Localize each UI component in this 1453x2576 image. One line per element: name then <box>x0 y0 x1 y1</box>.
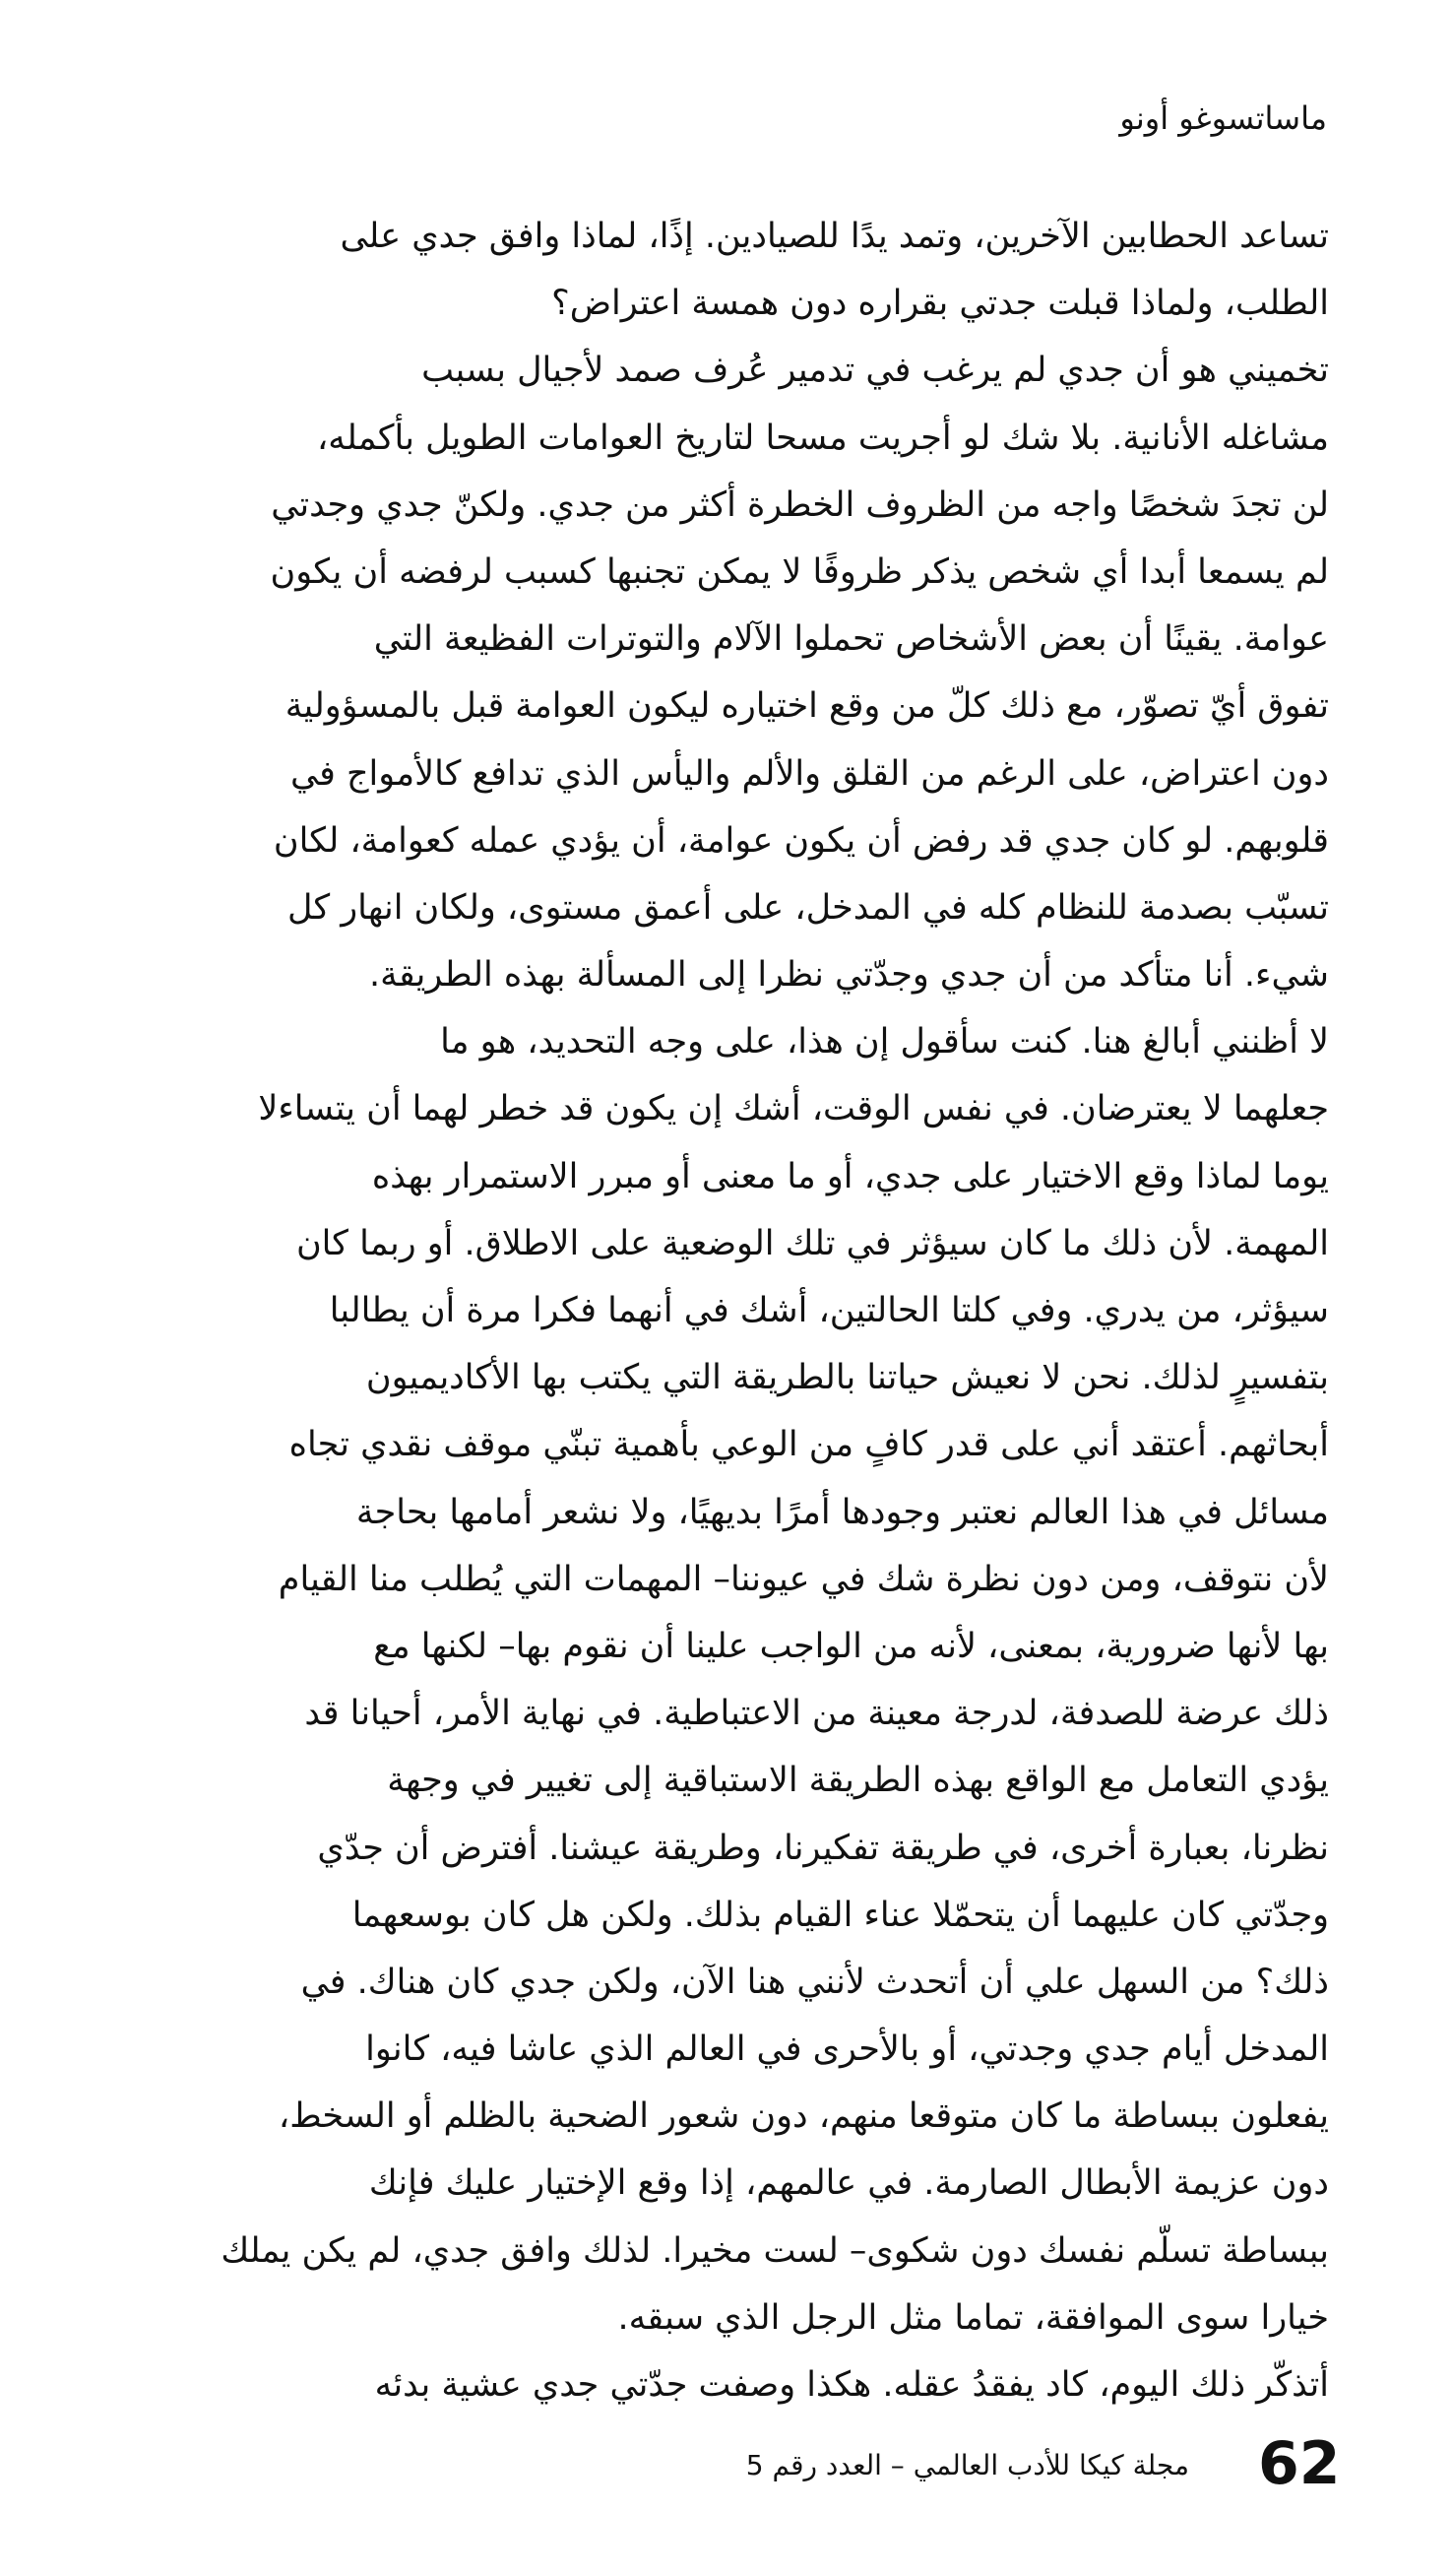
text-line: لا أظنني أبالغ هنا. كنت سأقول إن هذا، على وجه التحديد، هو ما <box>440 1022 1329 1063</box>
text-line: تخميني هو أن جدي لم يرغب في تدمير عُرف صمد لأجيال بسبب <box>421 351 1329 391</box>
page-footer <box>0 2424 1453 2503</box>
text-line: ذلك عرضة للصدفة، لدرجة معينة من الاعتباطية. في نهاية الأمر، أحيانا قد <box>304 1694 1329 1734</box>
text-line: لن تجدَ شخصًا واجه من الظروف الخطرة أكثر من جدي. ولكنّ جدي وجدتي <box>271 484 1329 525</box>
text-line: ذلك؟ من السهل علي أن أتحدث لأنني هنا الآن، ولكن جدي كان هناك. في <box>300 1962 1329 2002</box>
text-line: وجدّتي كان عليهما أن يتحمّلا عناء القيام بذلك. ولكن هل كان بوسعهما <box>351 1895 1329 1935</box>
text-line: أبحاثهم. أعتقد أني على قدر كافٍ من الوعي بأهمية تبنّي موقف نقدي تجاه <box>288 1425 1329 1465</box>
text-line: دون اعتراض، على الرغم من القلق والألم واليأس الذي تدافع كالأمواج في <box>289 753 1329 794</box>
text-line: يؤدي التعامل مع الواقع بهذه الطريقة الاستباقية إلى تغيير في وجهة <box>387 1761 1329 1801</box>
body-text <box>132 203 1329 2418</box>
text-line: أتذكّر ذلك اليوم، كاد يفقدُ عقله. هكذا وصفت جدّتي جدي عشية بدئه <box>374 2365 1329 2405</box>
text-line: نظرنا، بعبارة أخرى، في طريقة تفكيرنا، وطريقة عيشنا. أفترض أن جدّي <box>317 1828 1329 1868</box>
footer-journal-caption: مجلة كيكا للأدب العالمي – العدد رقم 5 <box>745 2449 1189 2481</box>
text-line: خيارا سوى الموافقة، تماما مثل الرجل الذي سبقه. <box>617 2297 1329 2338</box>
text-line: مسائل في هذا العالم نعتبر وجودها أمرًا بديهيًا، ولا نشعر أمامها بحاجة <box>355 1492 1329 1532</box>
text-line: لم يسمعا أبدا أي شخص يذكر ظروفًا لا يمكن تجنبها كسبب لرفضه أن يكون <box>270 551 1329 592</box>
running-header-author: ماساتسوغو أونو <box>1119 99 1327 137</box>
text-line: بتفسيرٍ لذلك. نحن لا نعيش حياتنا بالطريقة التي يكتب بها الأكاديميون <box>365 1358 1329 1398</box>
text-line: تساعد الحطابين الآخرين، وتمد يدًا للصيادين. إذًا، لماذا وافق جدي على <box>340 217 1329 256</box>
text-line: تسبّب بصدمة للنظام كله في المدخل، على أعمق مستوى، ولكان انهار كل <box>286 887 1329 928</box>
text-line: المدخل أيام جدي وجدتي، أو بالأحرى في العالم الذي عاشا فيه، كانوا <box>365 2029 1329 2070</box>
text-line: ببساطة تسلّم نفسك دون شكوى– لست مخيرا. لذلك وافق جدي، لم يكن يملك <box>221 2230 1329 2271</box>
text-line: تفوق أيّ تصوّر، مع ذلك كلّ من وقع اختياره ليكون العوامة قبل بالمسؤولية <box>284 686 1329 727</box>
text-line: الطلب، ولماذا قبلت جدتي بقراره دون همسة اعتراض؟ <box>551 284 1329 324</box>
text-line: بها لأنها ضرورية، بمعنى، لأنه من الواجب علينا أن نقوم بها– لكنها مع <box>373 1626 1329 1666</box>
text-line: مشاغله الأنانية. بلا شك لو أجريت مسحا لتاريخ العوامات الطويل بأكمله، <box>317 418 1329 458</box>
text-line: عوامة. يقينًا أن بعض الأشخاص تحملوا الآلام والتوترات الفظيعة التي <box>373 619 1329 660</box>
text-line: دون عزيمة الأبطال الصارمة. في عالمهم، إذا وقع الإختيار عليك فإنك <box>368 2163 1329 2204</box>
text-line: سيؤثر، من يدري. وفي كلتا الحالتين، أشك في أنهما فكرا مرة أن يطالبا <box>329 1291 1329 1330</box>
text-line: جعلهما لا يعترضان. في نفس الوقت، أشك إن يكون قد خطر لهما أن يتساءلا <box>258 1089 1329 1129</box>
page-number: 62 <box>1258 2429 1341 2498</box>
text-line: لأن نتوقف، ومن دون نظرة شك في عيوننا– المهمات التي يُطلب منا القيام <box>278 1559 1329 1599</box>
text-line: شيء. أنا متأكد من أن جدي وجدّتي نظرا إلى المسألة بهذه الطريقة. <box>369 955 1329 996</box>
text-line: يفعلون ببساطة ما كان متوقعا منهم، دون شعور الضحية بالظلم أو السخط، <box>278 2096 1329 2137</box>
text-line: المهمة. لأن ذلك ما كان سيؤثر في تلك الوضعية على الاطلاق. أو ربما كان <box>295 1223 1329 1263</box>
text-line: يوما لماذا وقع الاختيار على جدي، أو ما معنى أو مبرر الاستمرار بهذه <box>371 1156 1329 1196</box>
text-line: قلوبهم. لو كان جدي قد رفض أن يكون عوامة، أن يؤدي عمله كعوامة، لكان <box>273 820 1329 861</box>
